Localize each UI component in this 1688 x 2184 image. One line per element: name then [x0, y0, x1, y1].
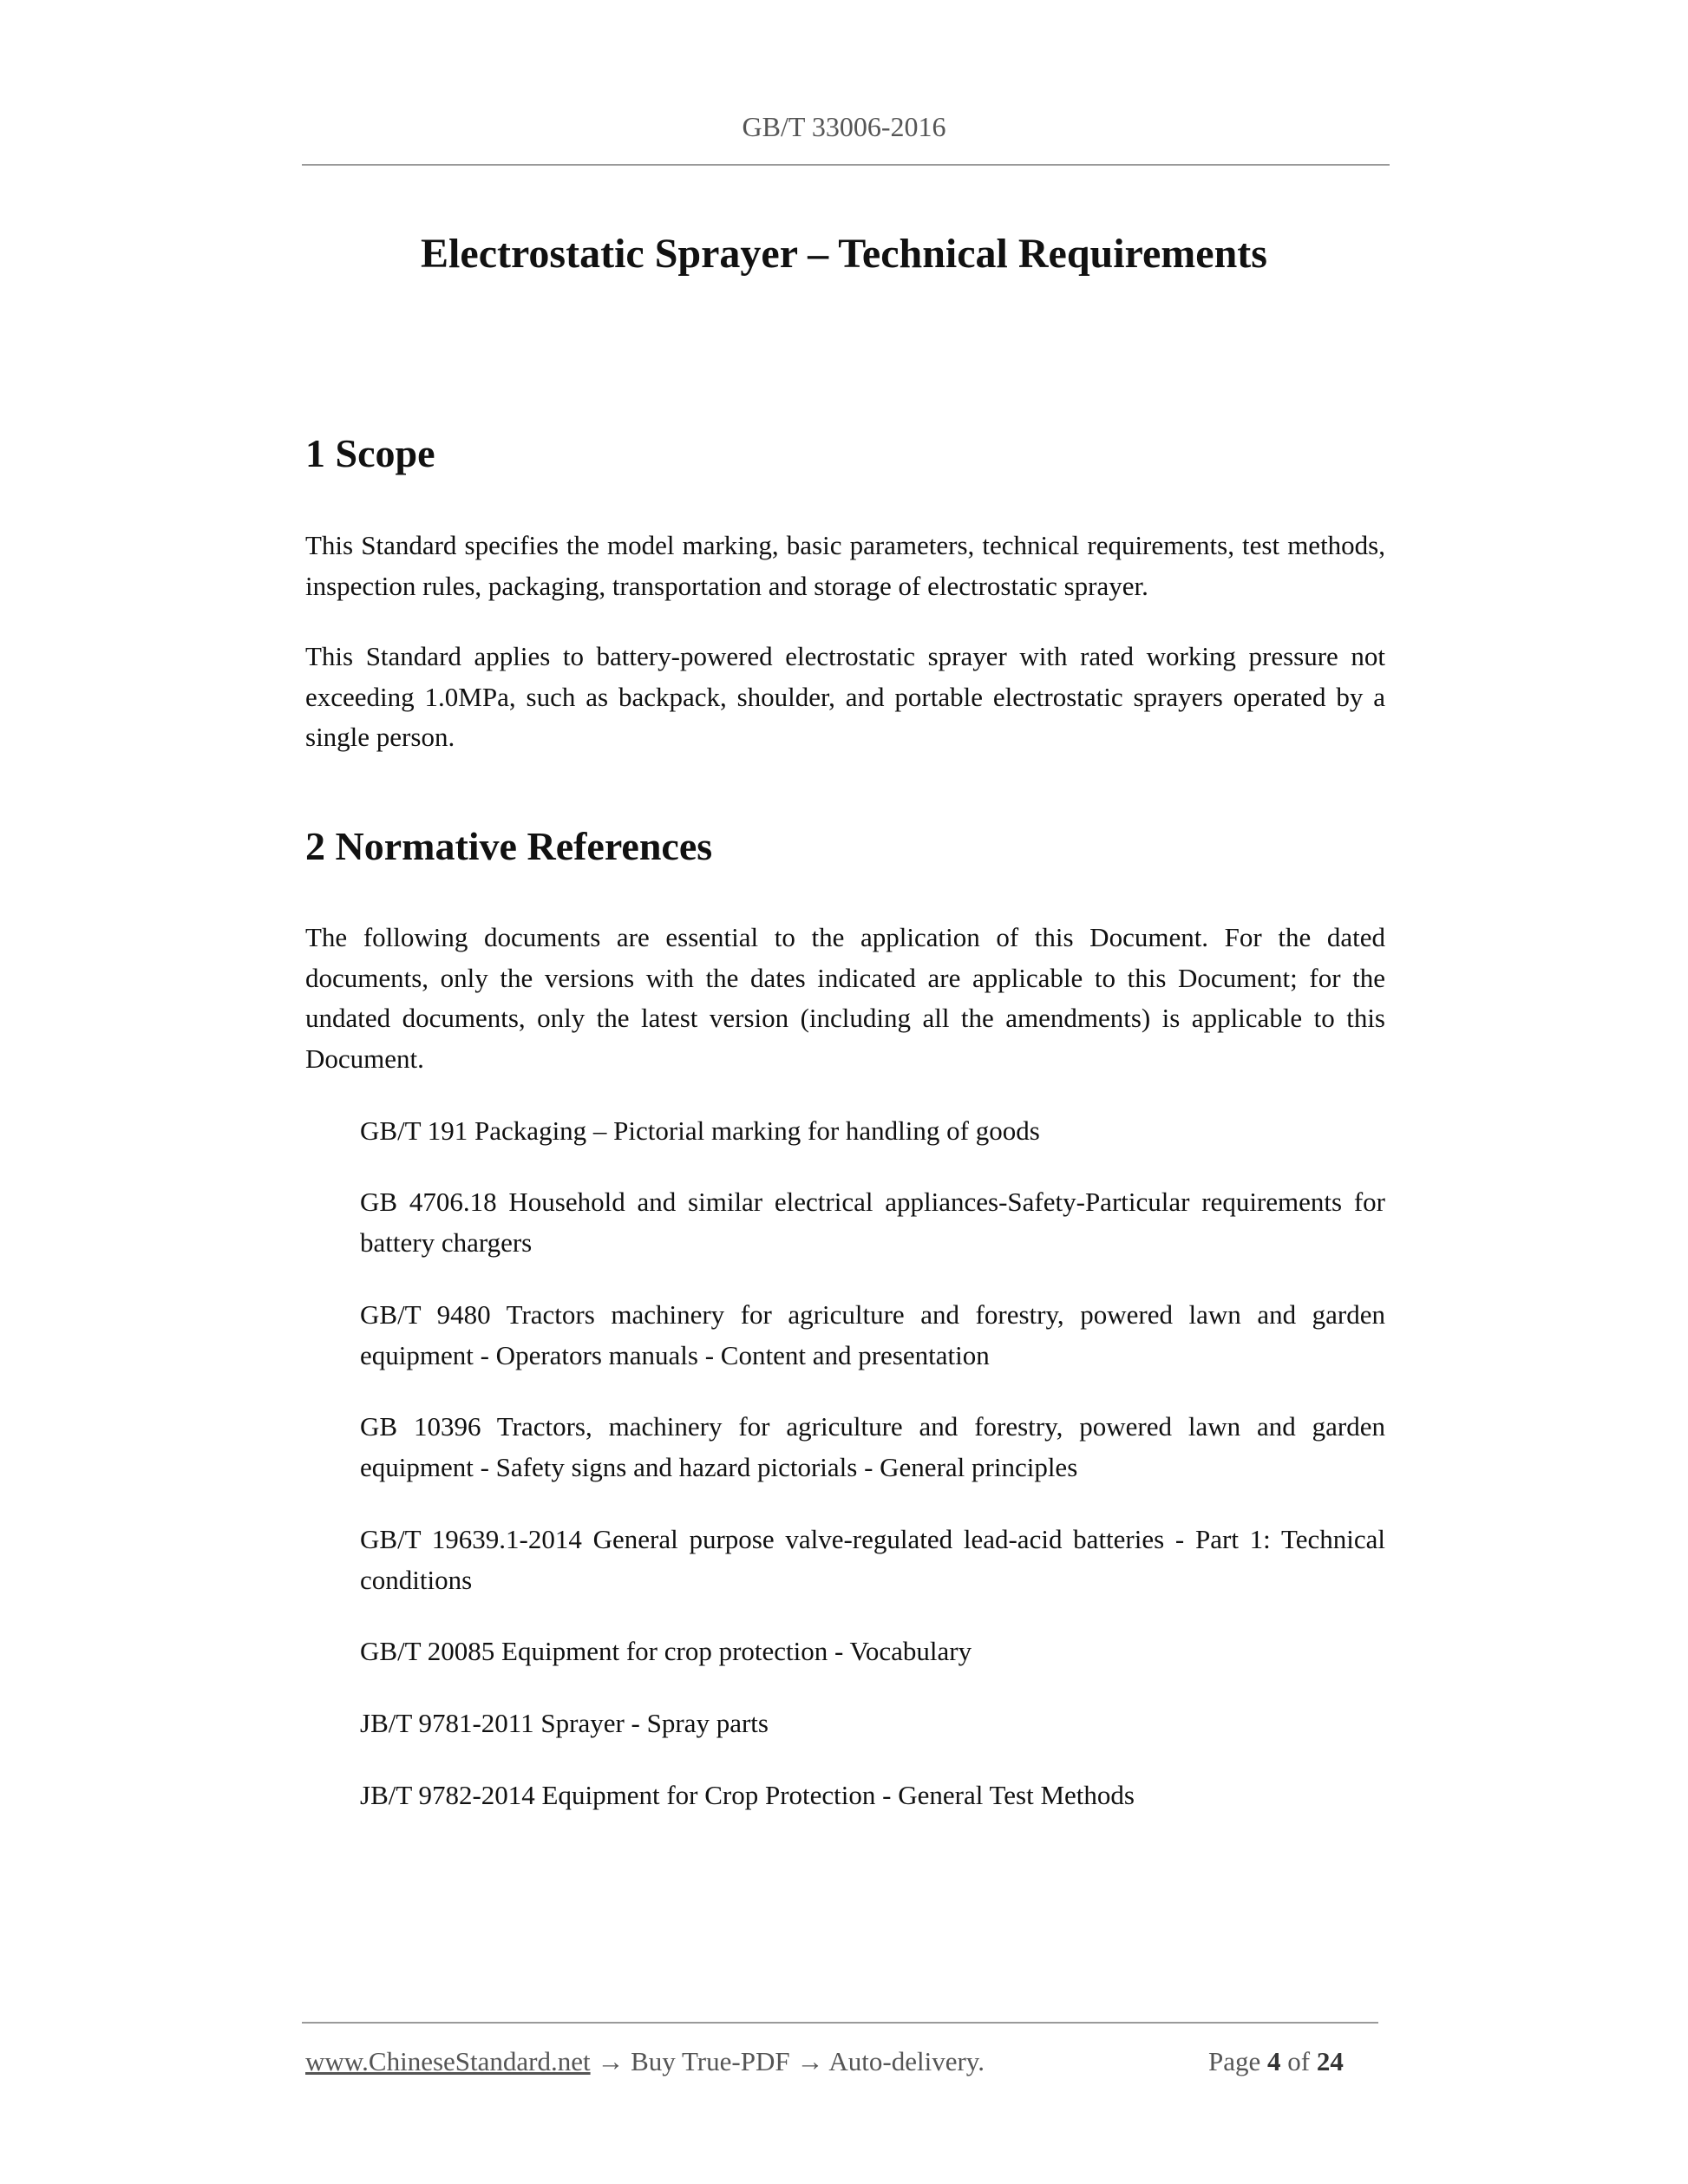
running-header: GB/T 33006-2016	[742, 111, 946, 142]
page-number	[1208, 2043, 1344, 2081]
reference-item: JB/T 9782-2014 Equipment for Crop Protection - General Test Methods	[360, 1780, 1135, 1810]
reference-item: GB/T 19639.1-2014 General purpose valve-regulated lead-acid batteries - Part 1: Technical conditions	[360, 1524, 1385, 1595]
delivery-text: Auto-delivery.	[828, 2046, 985, 2076]
footer-promo	[305, 2043, 985, 2081]
reference-item: GB/T 20085 Equipment for crop protection - Vocabulary	[360, 1636, 972, 1666]
buy-text: Buy True-PDF	[631, 2046, 790, 2076]
current-page: 4	[1267, 2046, 1281, 2076]
website-link[interactable]: www.ChineseStandard.net	[305, 2046, 591, 2076]
arrow-icon: →	[796, 2046, 824, 2076]
reference-item: JB/T 9781-2011 Sprayer - Spray parts	[360, 1708, 769, 1738]
page-label: Page	[1208, 2046, 1261, 2076]
footer-divider	[302, 2022, 1378, 2024]
scope-paragraph: This Standard specifies the model marking, basic parameters, technical requirements, test methods, inspection rules, packaging, transportation and storage of electrostatic sprayer.	[305, 530, 1385, 601]
reference-item: GB/T 9480 Tractors machinery for agriculture and forestry, powered lawn and garden equipment - Operators manuals - Content and presentation	[360, 1299, 1385, 1370]
reference-item: GB 10396 Tractors, machinery for agriculture and forestry, powered lawn and garden equipment - Safety signs and hazard pictorials - General principles	[360, 1411, 1385, 1482]
scope-paragraph: This Standard applies to battery-powered electrostatic sprayer with rated working pressure not exceeding 1.0MPa, such as backpack, shoulder, and portable electrostatic sprayers operated by a single person.	[305, 641, 1385, 753]
of-label: of	[1287, 2046, 1311, 2076]
reference-item: GB/T 191 Packaging – Pictorial marking for handling of goods	[360, 1115, 1040, 1146]
normative-paragraph: The following documents are essential to the application of this Document. For the dated documents, only the versions with the dates indicated are applicable to this Document; for the undated documents, only the latest version (including all the amendments) is applicable to this Document.	[305, 922, 1385, 1075]
header-divider	[302, 164, 1390, 166]
section-heading-scope: 1 Scope	[305, 431, 435, 475]
section-heading-normative-references: 2 Normative References	[305, 824, 713, 868]
total-pages: 24	[1316, 2046, 1344, 2076]
arrow-icon: →	[597, 2046, 625, 2076]
document-title: Electrostatic Sprayer – Technical Requirements	[421, 231, 1267, 277]
reference-item: GB 4706.18 Household and similar electrical appliances-Safety-Particular requirements for battery chargers	[360, 1187, 1385, 1258]
